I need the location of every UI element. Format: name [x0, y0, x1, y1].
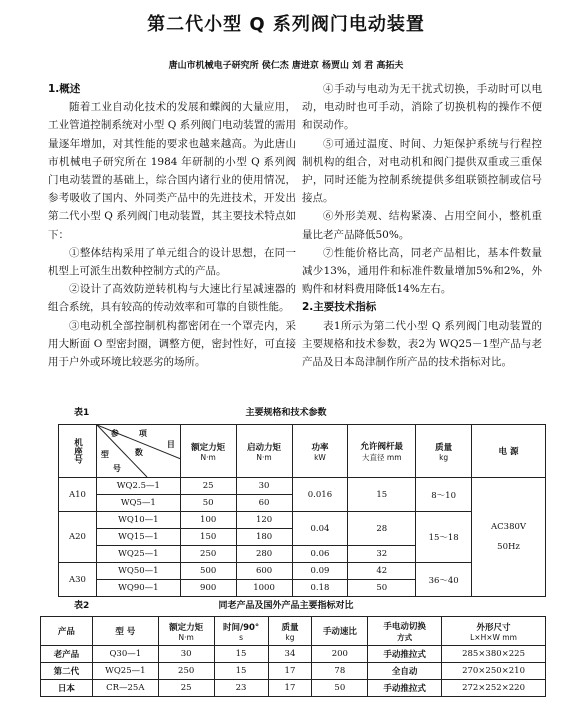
rated-torque-cell: 50: [180, 495, 236, 512]
table2-label: 表2: [74, 601, 90, 611]
authors-line: 唐山市机械电子研究所 侯仁杰 唐进京 杨贾山 刘 君 高拓夫: [168, 61, 404, 71]
section-heading: 2.主要技术指标: [302, 301, 377, 314]
product-cell: 第二代: [41, 663, 93, 680]
left-column: [48, 80, 296, 371]
rated-torque-cell: 500: [180, 563, 236, 580]
mass-cell: 8～10: [416, 478, 472, 512]
size-cell: 285×380×225: [442, 646, 546, 663]
table-row: [41, 646, 546, 663]
diag-label: 型: [100, 450, 109, 459]
paragraph: ⑦性能价格比高，同老产品相比，基本件数量减少13%，通用件和标准件数量增加5%和2%，外购件和材料费用降低14%左右。: [302, 246, 542, 296]
paragraph: ④手动与电动为无干扰式切换，手动时可以电动，电动时也可手动，消除了切换机构的操作不便和误动作。: [302, 83, 542, 132]
frame-cell: A20: [59, 512, 97, 563]
rated-torque-cell: 250: [180, 546, 236, 563]
paragraph: ⑤可通过温度、时间、力矩保护系统与行程控制机构的组合，对电动机和阀门提供双重或三重保护，同时还能为控制系统提供多组联锁控制或信号接点。: [302, 137, 542, 205]
table1-label: 表1: [74, 408, 90, 418]
diag-label: 数: [134, 448, 143, 457]
paragraph: 表1所示为第二代小型 Q 系列阀门电动装置的主要规格和技术参数，表2为 WQ25－1型产品与老产品及日本岛津制作所产品的技术指标对比。: [302, 319, 542, 369]
paragraph: ①整体结构采用了单元组合的设计思想，在同一机型上可派生出数种控制方式的产品。: [48, 246, 296, 278]
model-cell: WQ2.5—1: [96, 478, 180, 495]
col-header: 质量 kg: [416, 425, 472, 478]
col-header: 电 源: [472, 425, 546, 478]
power-supply-cell: AC380V 50Hz: [472, 478, 546, 597]
torque-cell: 30: [158, 646, 214, 663]
power-cell: 0.09: [292, 563, 348, 580]
rated-torque-cell: 150: [180, 529, 236, 546]
col-header: 额定力矩 N·m: [180, 425, 236, 478]
product-cell: 日本: [41, 680, 93, 697]
torque-cell: 25: [158, 680, 214, 697]
power-cell: 0.04: [292, 512, 348, 546]
frame-header: 机座号: [59, 425, 97, 478]
ratio-cell: 50: [312, 680, 368, 697]
ratio-cell: 200: [312, 646, 368, 663]
stem-cell: 50: [348, 580, 416, 597]
power-cell: 0.016: [292, 478, 348, 512]
table-row: [41, 663, 546, 680]
comparison-table: [40, 616, 546, 697]
mass-cell: 36～40: [416, 563, 472, 597]
switch-cell: 手动推拉式: [368, 680, 442, 697]
table2-caption: 同老产品及国外产品主要指标对比: [218, 601, 354, 611]
power-cell: 0.18: [292, 580, 348, 597]
col-header: 额定力矩 N·m: [158, 617, 214, 646]
stem-cell: 28: [348, 512, 416, 546]
col-header: 型 号: [92, 617, 158, 646]
diag-label: 目: [166, 440, 175, 449]
mass-cell: 15～18: [416, 512, 472, 563]
diagonal-header-cell: [96, 425, 180, 478]
col-header: 外形尺寸 L×H×W mm: [442, 617, 546, 646]
rated-torque-cell: 100: [180, 512, 236, 529]
section-heading: 1.概述: [48, 83, 81, 95]
start-torque-cell: 30: [236, 478, 292, 495]
ratio-cell: 78: [312, 663, 368, 680]
product-cell: 老产品: [41, 646, 93, 663]
mass-cell: 34: [268, 646, 312, 663]
diag-label: 号: [112, 464, 121, 473]
paragraph: ②设计了高效防逆转机构与大速比行星减速器的组合系统，具有较高的传动效率和可靠的自锁性能。: [48, 283, 296, 314]
stem-cell: 15: [348, 478, 416, 512]
time-cell: 15: [214, 663, 268, 680]
start-torque-cell: 60: [236, 495, 292, 512]
start-torque-cell: 180: [236, 529, 292, 546]
start-torque-cell: 1000: [236, 580, 292, 597]
model-cell: WQ5—1: [96, 495, 180, 512]
spec-table: [58, 424, 546, 597]
col-header: 时间/90° s: [214, 617, 268, 646]
col-header: 启动力矩 N·m: [236, 425, 292, 478]
col-header: 手电动切换 方式: [368, 617, 442, 646]
stem-cell: 32: [348, 546, 416, 563]
table1-caption: 主要规格和技术参数: [245, 408, 327, 418]
model-cell: WQ50—1: [96, 563, 180, 580]
rated-torque-cell: 25: [180, 478, 236, 495]
article-title: 第二代小型 Q 系列阀门电动装置: [147, 14, 425, 35]
frame-cell: A10: [59, 478, 97, 512]
paragraph: 随着工业自动化技术的发展和蝶阀的大量应用，工业管道控制系统对小型 Q 系列阀门电动装置的需用量逐年增加，对其性能的要求也越来越高。为此唐山市机械电子研究所在 1984 年研制的小型 Q 系列阀门电动装置的基础上，综合国内诸行业的使用情况，参考吸收了国内、外同类产品中的先进技术，开发出第二代小型 Q 系列阀门电动装置，其主要技术特点如下：: [48, 101, 296, 241]
start-torque-cell: 280: [236, 546, 292, 563]
model-cell: CR—25A: [92, 680, 158, 697]
model-cell: WQ15—1: [96, 529, 180, 546]
model-cell: WQ90—1: [96, 580, 180, 597]
col-header: 产品: [41, 617, 93, 646]
start-torque-cell: 120: [236, 512, 292, 529]
time-cell: 23: [214, 680, 268, 697]
col-header: 质量 kg: [268, 617, 312, 646]
size-cell: 272×252×220: [442, 680, 546, 697]
model-cell: WQ25—1: [96, 546, 180, 563]
frame-cell: A30: [59, 563, 97, 597]
paragraph: ⑥外形美观、结构紧凑、占用空间小，整机重量比老产品降低50%。: [302, 210, 542, 241]
col-header: 允许阀杆最 大直径 mm: [348, 425, 416, 478]
col-header: 手动速比: [312, 617, 368, 646]
paragraph: ③电动机全部控制机构都密闭在一个罩壳内，采用大断面 O 型密封圈，调整方便，密封性好，可直接用于户外或环境比较恶劣的场所。: [48, 319, 296, 369]
time-cell: 15: [214, 646, 268, 663]
diag-label: 项: [138, 429, 147, 438]
model-cell: Q30—1: [92, 646, 158, 663]
start-torque-cell: 600: [236, 563, 292, 580]
mass-cell: 17: [268, 680, 312, 697]
power-cell: 0.06: [292, 546, 348, 563]
table-row: [41, 680, 546, 697]
right-column: [302, 80, 542, 371]
switch-cell: 手动推拉式: [368, 646, 442, 663]
size-cell: 270×250×210: [442, 663, 546, 680]
rated-torque-cell: 900: [180, 580, 236, 597]
model-cell: WQ25—1: [92, 663, 158, 680]
torque-cell: 250: [158, 663, 214, 680]
stem-cell: 42: [348, 563, 416, 580]
model-cell: WQ10—1: [96, 512, 180, 529]
table-row: [59, 478, 546, 495]
switch-cell: 全自动: [368, 663, 442, 680]
col-header: 功率 kW: [292, 425, 348, 478]
diag-label: 参: [110, 429, 119, 438]
mass-cell: 17: [268, 663, 312, 680]
